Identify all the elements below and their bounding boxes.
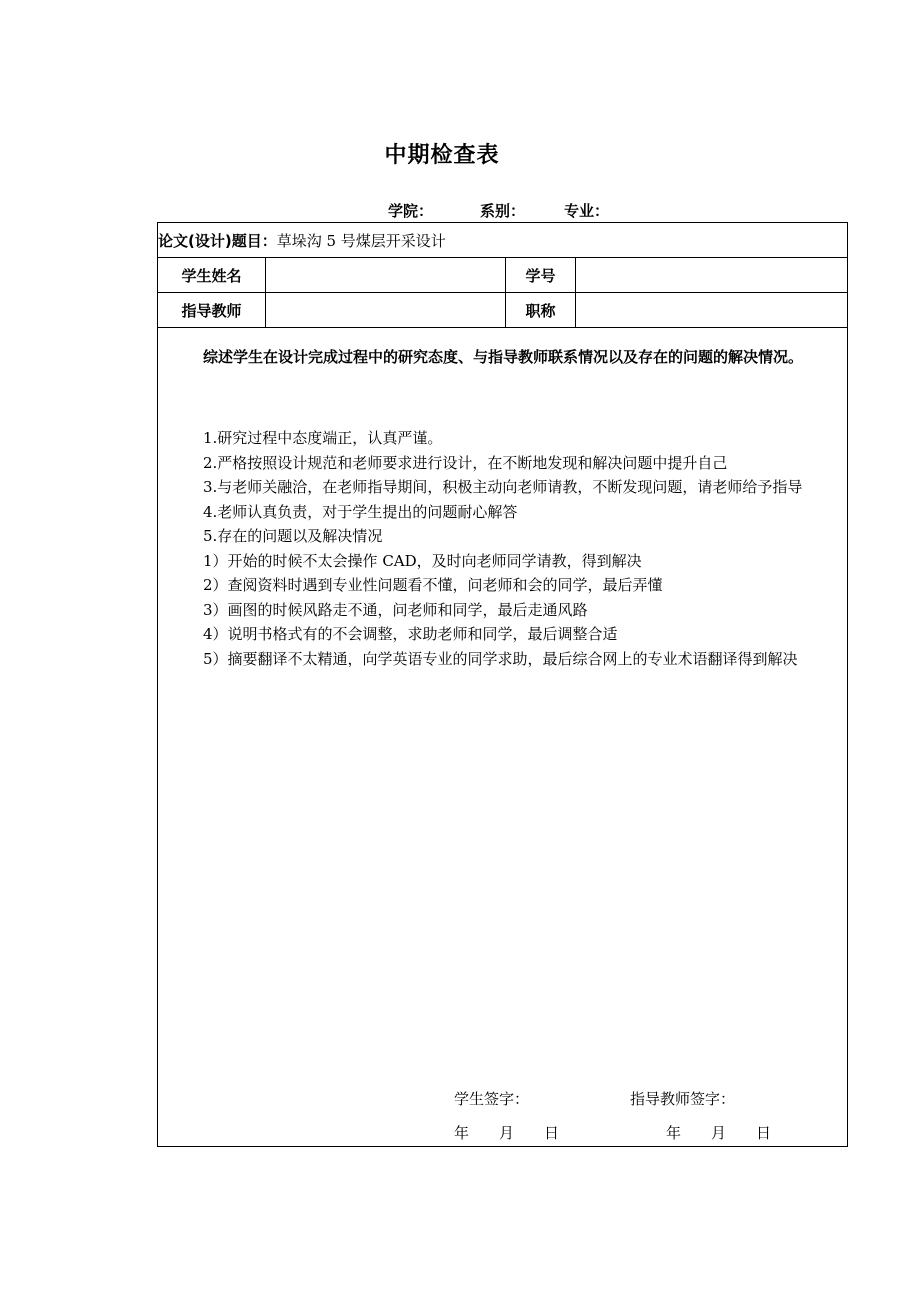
- advisor-signature-label: 指导教师签字：: [630, 1090, 736, 1108]
- topic-value: 草垛沟 5 号煤层开采设计: [276, 231, 446, 250]
- student-id-label: 学号: [506, 258, 576, 293]
- summary-line: 4.老师认真负责，对于学生提出的问题耐心解答: [203, 502, 518, 521]
- summary-line: 2.严格按照设计规范和老师要求进行设计，在不断地发现和解决问题中提升自己: [203, 453, 728, 472]
- student-id-field[interactable]: [576, 258, 848, 293]
- student-name-field[interactable]: [266, 258, 506, 293]
- dept-label: 系别：: [480, 202, 526, 220]
- header-meta: [388, 200, 609, 221]
- title-rank-label: 职称: [506, 293, 576, 328]
- summary-line: 2）查阅资料时遇到专业性问题看不懂，问老师和会的同学，最后弄懂: [203, 576, 663, 594]
- summary-row: [158, 328, 848, 1147]
- summary-line: 5）摘要翻译不太精通，向学英语专业的同学求助，最后综合网上的专业术语翻译得到解决: [203, 649, 798, 668]
- student-signature-date: 年 月 日: [454, 1124, 560, 1142]
- page-title: 中期检查表: [384, 143, 500, 168]
- advisor-signature-date: 年 月 日: [666, 1124, 772, 1142]
- college-label: 学院：: [388, 202, 434, 220]
- summary-line: 1）开始的时候不太会操作 CAD，及时向老师同学请教，得到解决: [203, 551, 642, 570]
- student-name-label: 学生姓名: [158, 258, 266, 293]
- student-signature-label: 学生签字：: [454, 1090, 530, 1108]
- summary-line: 5.存在的问题以及解决情况: [203, 527, 383, 545]
- summary-line: 3）画图的时候风路走不通，问老师和同学，最后走通风路: [203, 600, 588, 619]
- student-row: [158, 258, 848, 293]
- summary-line: 1.研究过程中态度端正，认真严谨。: [203, 429, 443, 447]
- summary-line: 4）说明书格式有的不会调整，求助老师和同学，最后调整合适: [203, 625, 618, 643]
- topic-row: [158, 223, 848, 258]
- summary-body: [166, 426, 841, 671]
- summary-cell: [158, 328, 847, 1146]
- title-rank-field[interactable]: [576, 293, 848, 328]
- advisor-field[interactable]: [266, 293, 506, 328]
- check-form-table: [157, 222, 848, 1147]
- advisor-label: 指导教师: [158, 293, 266, 328]
- summary-line: 3.与老师关融洽，在老师指导期间，积极主动向老师请教，不断发现问题，请老师给予指导: [203, 478, 803, 496]
- summary-prompt: 综述学生在设计完成过程中的研究态度、与指导教师联系情况以及存在的问题的解决情况。: [203, 348, 804, 366]
- major-label: 专业：: [564, 202, 610, 220]
- topic-label: 论文(设计)题目：: [158, 231, 277, 250]
- advisor-row: [158, 293, 848, 328]
